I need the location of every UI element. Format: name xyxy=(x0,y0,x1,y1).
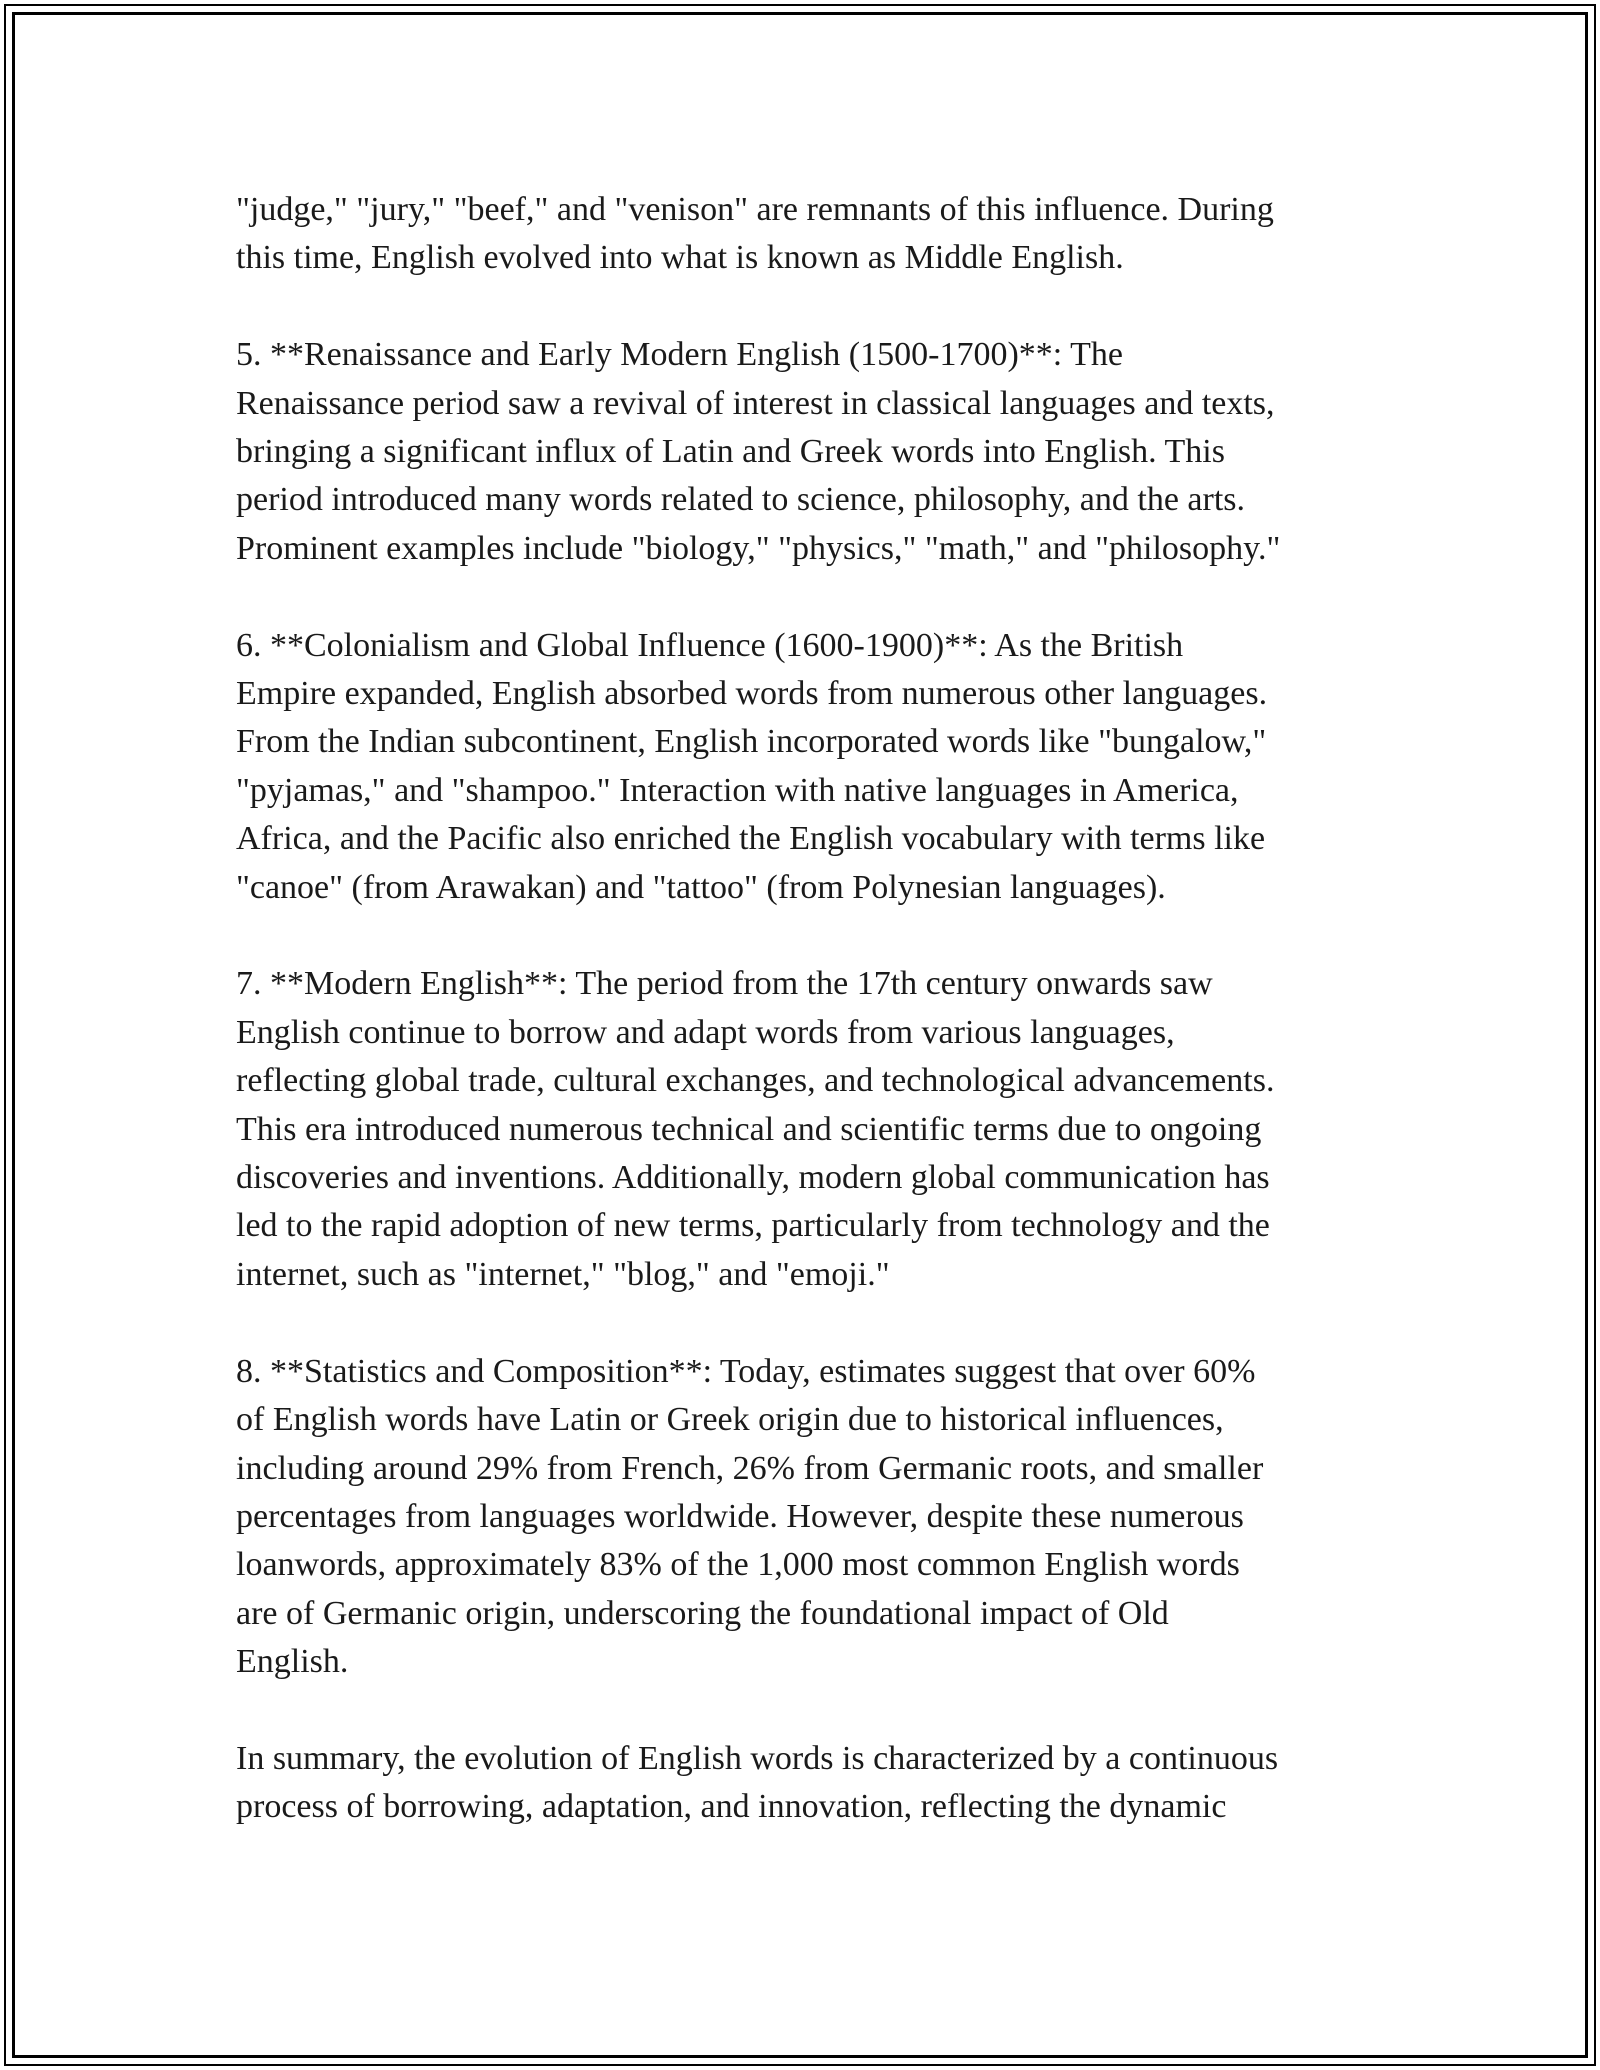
text-line: process of borrowing, adaptation, and innovation, reflecting the dynamic xyxy=(236,1788,1227,1826)
text-line: percentages from languages worldwide. However, despite these numerous xyxy=(236,1497,1244,1535)
text-line: 7. **Modern English**: The period from the 17th century onwards saw xyxy=(236,965,1213,1003)
text-line: Renaissance period saw a revival of interest in classical languages and texts, xyxy=(236,384,1275,422)
text-line: Empire expanded, English absorbed words from numerous other languages. xyxy=(236,675,1268,713)
text-line: In summary, the evolution of English words is characterized by a continuous xyxy=(236,1739,1279,1777)
paragraph-continuation xyxy=(236,186,1376,283)
text-line: Africa, and the Pacific also enriched the English vocabulary with terms like xyxy=(236,820,1266,858)
text-line: 5. **Renaissance and Early Modern English (1500-1700)**: The xyxy=(236,336,1123,374)
text-line: 8. **Statistics and Composition**: Today, estimates suggest that over 60% xyxy=(236,1352,1256,1390)
text-line: this time, English evolved into what is known as Middle English. xyxy=(236,239,1124,277)
text-line: "canoe" (from Arawakan) and "tattoo" (from Polynesian languages). xyxy=(236,868,1166,906)
text-line: bringing a significant influx of Latin and Greek words into English. This xyxy=(236,433,1225,471)
text-line: Prominent examples include "biology," "physics," "math," and "philosophy." xyxy=(236,529,1281,567)
text-line: English continue to borrow and adapt words from various languages, xyxy=(236,1013,1175,1051)
text-line: From the Indian subcontinent, English incorporated words like "bungalow," xyxy=(236,723,1267,761)
text-line: internet, such as "internet," "blog," and "emoji." xyxy=(236,1255,890,1293)
text-line: of English words have Latin or Greek origin due to historical influences, xyxy=(236,1401,1224,1439)
paragraph-renaissance xyxy=(236,331,1376,573)
text-line: led to the rapid adoption of new terms, particularly from technology and the xyxy=(236,1207,1270,1245)
text-line: period introduced many words related to science, philosophy, and the arts. xyxy=(236,481,1246,519)
paragraph-statistics xyxy=(236,1348,1376,1687)
text-line: This era introduced numerous technical and scientific terms due to ongoing xyxy=(236,1110,1262,1148)
text-line: "judge," "jury," "beef," and "venison" are remnants of this influence. During xyxy=(236,191,1274,228)
text-line: are of Germanic origin, underscoring the foundational impact of Old xyxy=(236,1594,1169,1632)
text-line: discoveries and inventions. Additionally, modern global communication has xyxy=(236,1159,1270,1197)
paragraph-summary xyxy=(236,1735,1376,1832)
paragraph-modern-english xyxy=(236,960,1376,1299)
text-line: loanwords, approximately 83% of the 1,000 most common English words xyxy=(236,1546,1240,1584)
text-line: 6. **Colonialism and Global Influence (1600-1900)**: As the British xyxy=(236,626,1184,664)
document-body xyxy=(236,186,1376,1880)
paragraph-colonialism xyxy=(236,622,1376,912)
text-line: including around 29% from French, 26% from Germanic roots, and smaller xyxy=(236,1449,1264,1487)
text-line: reflecting global trade, cultural exchanges, and technological advancements. xyxy=(236,1062,1275,1100)
text-line: English. xyxy=(236,1643,349,1681)
text-line: "pyjamas," and "shampoo." Interaction with native languages in America, xyxy=(236,771,1239,809)
